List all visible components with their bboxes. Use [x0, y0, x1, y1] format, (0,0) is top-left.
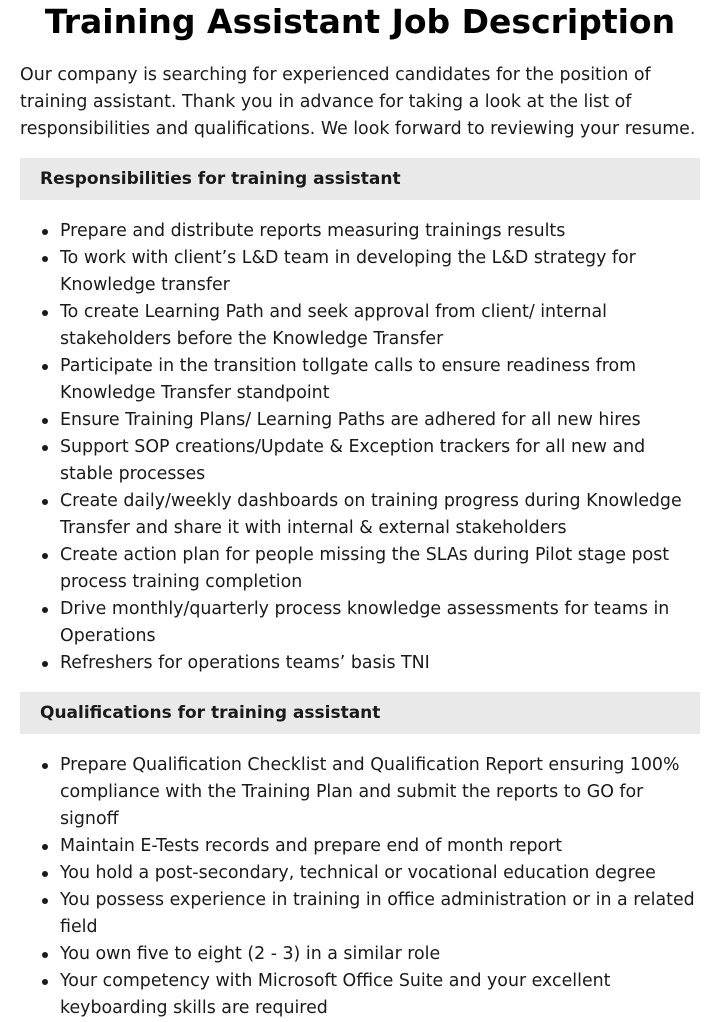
responsibilities-list: [20, 218, 700, 677]
list-item: To create Learning Path and seek approval from client/ internal stakeholders before the Knowledge Transfer: [20, 299, 700, 353]
qualifications-heading: Qualifications for training assistant: [20, 692, 700, 734]
list-item: Support SOP creations/Update & Exception trackers for all new and stable processes: [20, 434, 700, 488]
responsibilities-heading: Responsibilities for training assistant: [20, 158, 700, 200]
list-item: Refreshers for operations teams’ basis TNI: [20, 650, 700, 677]
intro-paragraph: Our company is searching for experienced candidates for the position of training assistant. Thank you in advance for taking a look at the list of responsibilities and qualifications. We look forward to reviewing your resume.: [20, 65, 696, 139]
qualifications-list: [20, 752, 700, 1022]
list-item: Create daily/weekly dashboards on training progress during Knowledge Transfer and share it with internal & external stakeholders: [20, 488, 700, 542]
list-item: Participate in the transition tollgate calls to ensure readiness from Knowledge Transfer standpoint: [20, 353, 700, 407]
list-item: To work with client’s L&D team in developing the L&D strategy for Knowledge transfer: [20, 245, 700, 299]
list-item: You own five to eight (2 - 3) in a similar role: [20, 941, 700, 968]
list-item: Ensure Training Plans/ Learning Paths are adhered for all new hires: [20, 407, 700, 434]
list-item: Your competency with Microsoft Office Suite and your excellent keyboarding skills are required: [20, 968, 700, 1022]
list-item: Prepare Qualification Checklist and Qualification Report ensuring 100% compliance with the Training Plan and submit the reports to GO for signoff: [20, 752, 700, 833]
list-item: You possess experience in training in office administration or in a related field: [20, 887, 700, 941]
list-item: Create action plan for people missing the SLAs during Pilot stage post process training completion: [20, 542, 700, 596]
list-item: Maintain E-Tests records and prepare end of month report: [20, 833, 700, 860]
list-item: Drive monthly/quarterly process knowledge assessments for teams in Operations: [20, 596, 700, 650]
page-title: Training Assistant Job Description: [44, 2, 676, 41]
list-item: You hold a post-secondary, technical or vocational education degree: [20, 860, 700, 887]
list-item: Prepare and distribute reports measuring trainings results: [20, 218, 700, 245]
